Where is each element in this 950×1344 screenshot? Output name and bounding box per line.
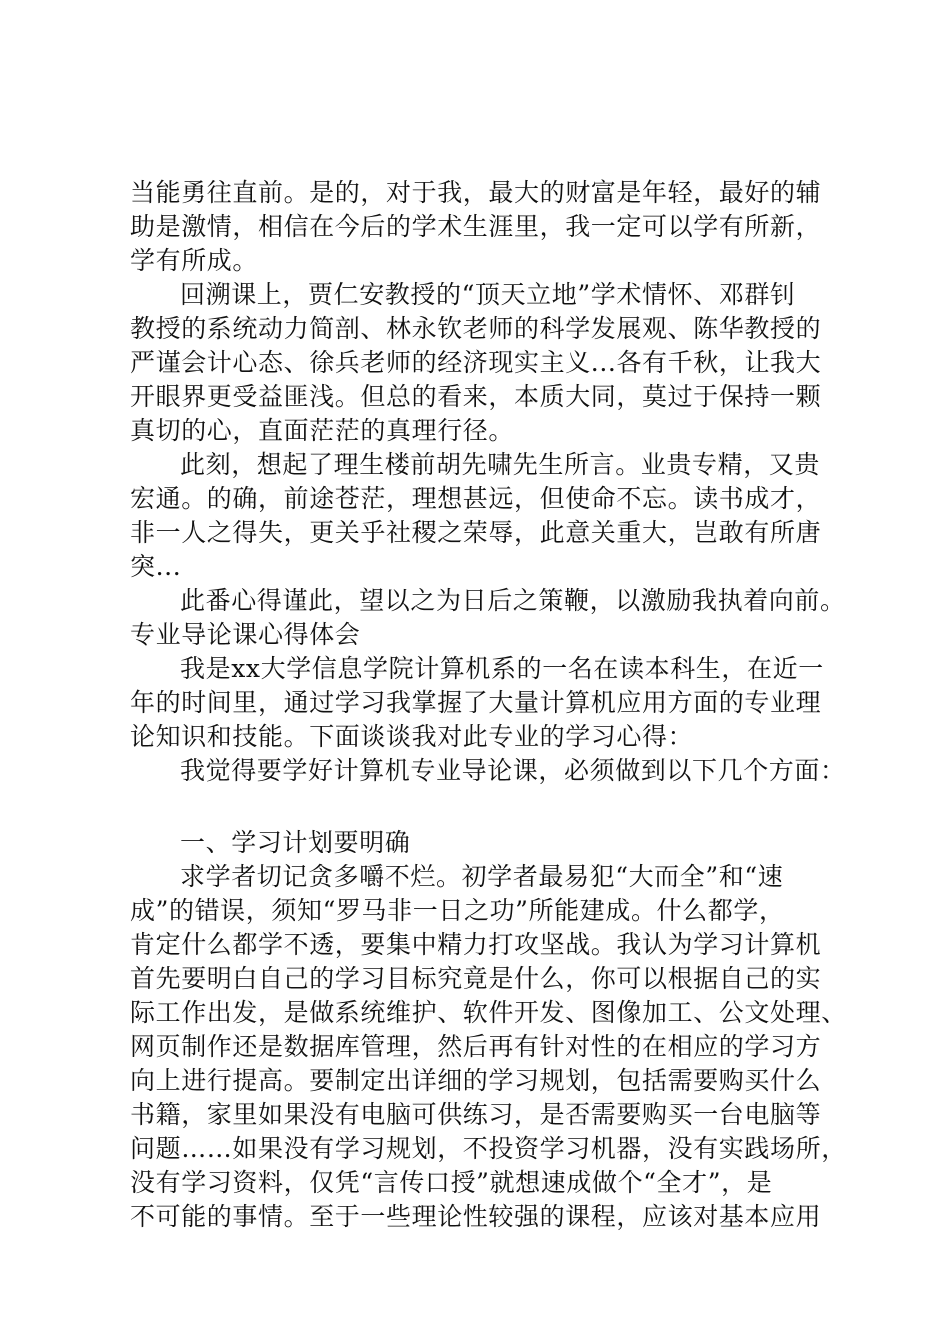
body-text-line: 求学者切记贪多嚼不烂。初学者最易犯“大而全”和“速 xyxy=(180,862,784,891)
body-text-line: 肯定什么都学不透，要集中精力打攻坚战。我认为学习计算机 xyxy=(130,930,822,959)
body-text-line: 论知识和技能。下面谈谈我对此专业的学习心得： xyxy=(130,722,694,751)
body-text-line: 成”的错误，须知“罗马非一日之功”所能建成。什么都学， xyxy=(130,896,785,925)
body-text-line: 真切的心，直面茫茫的真理行径。 xyxy=(130,416,515,445)
body-text-line: 向上进行提高。要制定出详细的学习规划，包括需要购买什么 xyxy=(130,1066,822,1095)
body-text-line: 网页制作还是数据库管理，然后再有针对性的在相应的学习方 xyxy=(130,1032,822,1061)
body-text-line: 学有所成。 xyxy=(130,246,259,275)
body-text-line: 首先要明白自己的学习目标究竟是什么，你可以根据自己的实 xyxy=(130,964,822,993)
body-text-line: 我觉得要学好计算机专业导论课，必须做到以下几个方面： xyxy=(180,756,846,785)
body-text-line: 助是激情，相信在今后的学术生涯里，我一定可以学有所新， xyxy=(130,212,822,241)
body-text-line: 际工作出发，是做系统维护、软件开发、图像加工、公文处理、 xyxy=(130,998,847,1027)
body-text-line: 回溯课上，贾仁安教授的“顶天立地”学术情怀、邓群钊 xyxy=(180,280,796,309)
body-text-line: 突... xyxy=(130,552,182,581)
body-text-line: 年的时间里，通过学习我掌握了大量计算机应用方面的专业理 xyxy=(130,688,822,717)
body-text-line: 我是xx大学信息学院计算机系的一名在读本科生，在近一 xyxy=(180,654,824,683)
body-text-line: 此番心得谨此，望以之为日后之策鞭，以激励我执着向前。 xyxy=(180,586,846,615)
body-text-line: 当能勇往直前。是的，对于我，最大的财富是年轻，最好的辅 xyxy=(130,178,822,207)
body-text-line: 此刻，想起了理生楼前胡先啸先生所言。业贵专精，又贵 xyxy=(180,450,821,479)
body-text-line: 没有学习资料，仅凭“言传口授”就想速成做个“全才”，是 xyxy=(130,1168,773,1197)
body-text-line: 宏通。的确，前途苍茫，理想甚远，但使命不忘。读书成才， xyxy=(130,484,822,513)
body-text-line: 非一人之得失，更关乎社稷之荣辱，此意关重大，岂敢有所唐 xyxy=(130,518,822,547)
body-text-line: 问题……如果没有学习规划，不投资学习机器，没有实践场所， xyxy=(130,1134,847,1163)
body-text-line: 不可能的事情。至于一些理论性较强的课程，应该对基本应用 xyxy=(130,1202,822,1231)
body-text-line: 教授的系统动力简剖、林永钦老师的科学发展观、陈华教授的 xyxy=(130,314,822,343)
section-title: 专业导论课心得体会 xyxy=(130,620,361,649)
body-text-line: 严谨会计心态、徐兵老师的经济现实主义...各有千秋，让我大 xyxy=(130,348,822,377)
body-text-line: 开眼界更受益匪浅。但总的看来，本质大同，莫过于保持一颗 xyxy=(130,382,822,411)
section-heading: 一、学习计划要明确 xyxy=(180,828,411,857)
body-text-line: 书籍，家里如果没有电脑可供练习，是否需要购买一台电脑等 xyxy=(130,1100,822,1129)
